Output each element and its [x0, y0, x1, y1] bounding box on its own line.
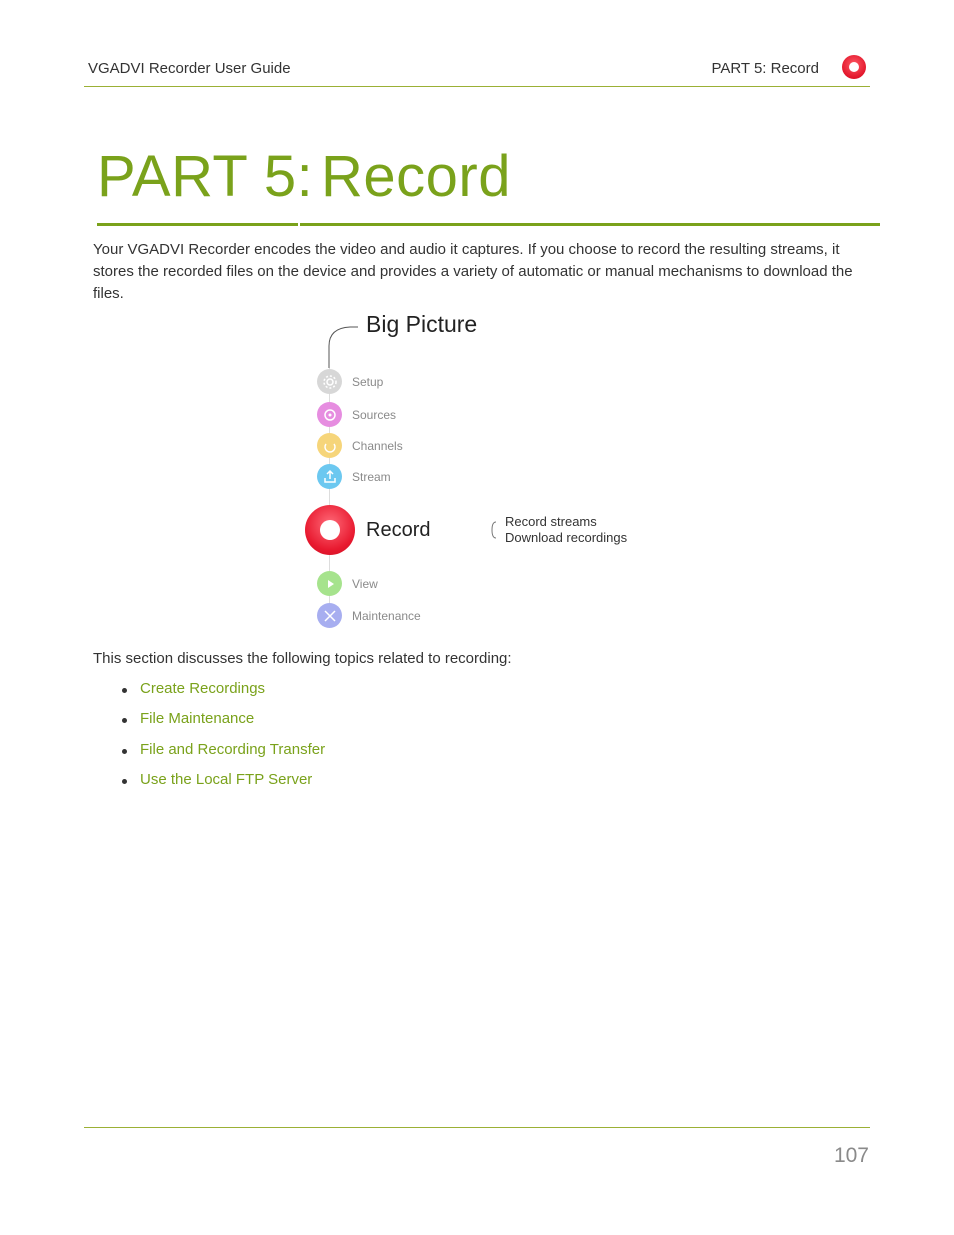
footer-rule — [84, 1127, 870, 1128]
step-maintenance — [317, 603, 421, 628]
details-brace — [491, 521, 497, 539]
header-doc-title: VGADVI Recorder User Guide — [88, 60, 291, 77]
channels-icon — [317, 433, 342, 458]
step-label: Setup — [352, 374, 384, 389]
step-stream — [317, 464, 391, 489]
stream-icon — [317, 464, 342, 489]
view-icon — [317, 571, 342, 596]
intro-paragraph: Your VGADVI Recorder encodes the video and audio it captures. If you choose to record the resulting streams, it stores the recorded files on the device and provides a variety of automatic or manual mechanisms to download the files. — [93, 241, 853, 302]
bullet — [122, 718, 127, 723]
detail-item: Record streams — [505, 514, 597, 529]
current-step-label: Record — [366, 519, 431, 541]
topic-link-file-maintenance[interactable]: File Maintenance — [140, 710, 255, 728]
step-label: View — [352, 576, 378, 591]
record-icon — [305, 505, 355, 555]
current-step-details — [505, 514, 627, 546]
step-sources — [317, 402, 396, 427]
header-section-title: PART 5: Record — [711, 60, 819, 77]
part-number: PART 5: — [97, 144, 314, 209]
page-title — [97, 143, 511, 210]
title-underline-name — [300, 223, 880, 226]
bullet — [122, 688, 127, 693]
detail-item: Download recordings — [505, 530, 628, 545]
topic-link-local-ftp-server[interactable]: Use the Local FTP Server — [140, 770, 313, 788]
topic-link-create-recordings[interactable]: Create Recordings — [140, 680, 266, 697]
topic-link-file-transfer[interactable]: File and Recording Transfer — [140, 740, 326, 758]
part-name: Record — [321, 144, 511, 209]
step-setup — [317, 369, 383, 394]
title-underline-part — [97, 223, 298, 226]
step-channels — [317, 433, 403, 458]
step-view — [317, 571, 378, 596]
bullet — [122, 779, 127, 784]
big-picture-connector — [328, 326, 360, 368]
big-picture-title: Big Picture — [366, 311, 478, 337]
step-label: Sources — [352, 407, 397, 422]
bullet — [122, 749, 127, 754]
maintenance-icon — [317, 603, 342, 628]
header-rule — [84, 86, 870, 87]
topics-intro: This section discusses the following topics related to recording: — [93, 650, 512, 667]
step-label: Stream — [352, 469, 391, 484]
sources-icon — [317, 402, 342, 427]
setup-icon — [317, 369, 342, 394]
page-number: 107 — [833, 1144, 869, 1167]
step-label: Channels — [352, 438, 403, 453]
record-icon — [842, 55, 866, 79]
step-label: Maintenance — [352, 608, 421, 623]
